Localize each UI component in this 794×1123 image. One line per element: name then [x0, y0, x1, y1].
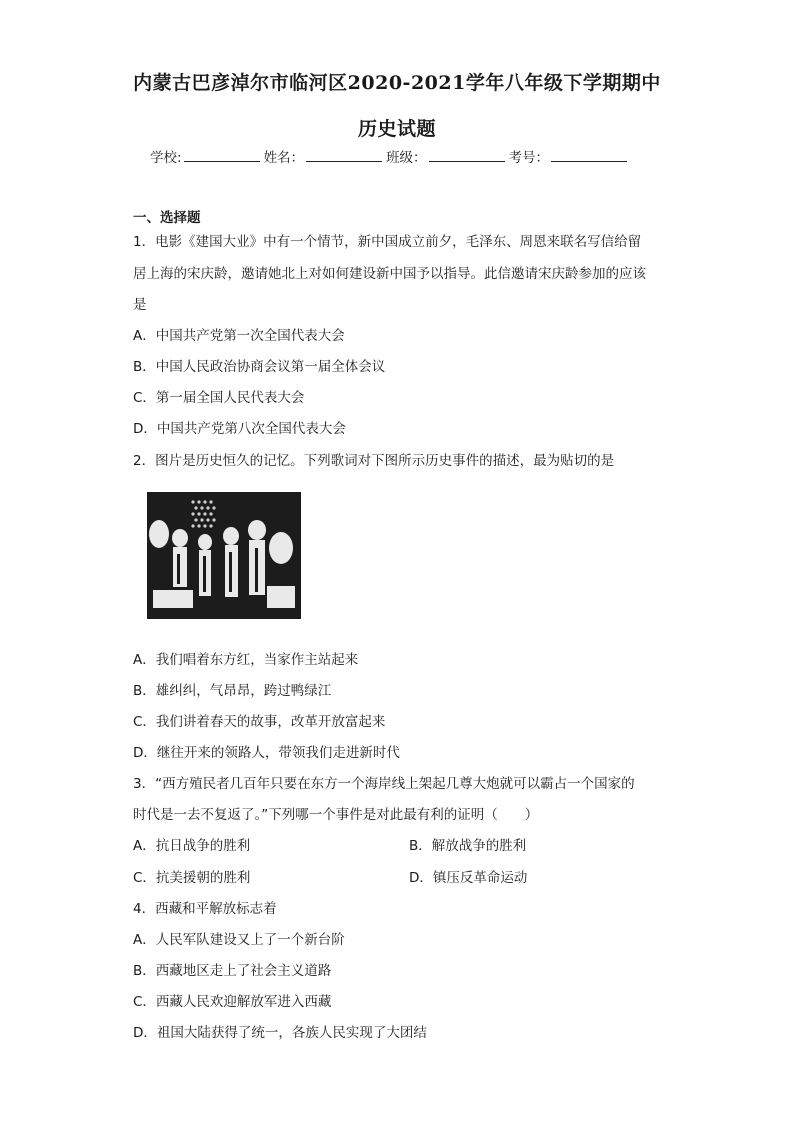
q3-option-a: A．抗日战争的胜利: [133, 838, 251, 854]
exam-subtitle: 历史试题: [357, 118, 436, 140]
q1-option-c: C．第一届全国人民代表大会: [133, 390, 305, 406]
school-blank: [184, 147, 260, 162]
q4-option-c: C．西藏人民欢迎解放军进入西藏: [133, 994, 332, 1010]
section-title: 一、选择题: [133, 210, 201, 226]
q4-option-b: B．西藏地区走上了社会主义道路: [133, 963, 332, 979]
school-label: 学校:: [150, 150, 182, 166]
q4-stem-line-1: 4．西藏和平解放标志着: [133, 901, 277, 917]
historical-photo: [145, 490, 303, 623]
name-label: 姓名：: [263, 150, 305, 166]
q2-option-d: D．继往开来的领路人，带领我们走进新时代: [133, 745, 400, 761]
q4-option-a: A．人民军队建设又上了一个新台阶: [133, 932, 345, 948]
q3-option-c: C．抗美援朝的胜利: [133, 870, 251, 886]
q2-stem-line-1: 2．图片是历史恒久的记忆。下列歌词对下图所示历史事件的描述，最为贴切的是: [133, 453, 615, 469]
q2-option-b: B．雄纠纠，气昂昂，跨过鸭绿江: [133, 683, 332, 699]
q1-option-b: B．中国人民政治协商会议第一届全体会议: [133, 359, 386, 375]
exam-title: 内蒙古巴彦淖尔市临河区2020-2021学年八年级下学期期中: [133, 72, 661, 94]
q1-stem-line-2: 居上海的宋庆龄，邀请她北上对如何建设新中国予以指导。此信邀请宋庆龄参加的应该: [133, 266, 646, 282]
exam-number-label: 考号：: [508, 150, 550, 166]
q1-stem-line-1: 1．电影《建国大业》中有一个情节，新中国成立前夕，毛泽东、周恩来联名写信给留: [133, 234, 642, 250]
name-blank: [306, 147, 382, 162]
q3-option-d: D．镇压反革命运动: [409, 870, 528, 886]
q2-option-a: A．我们唱着东方红，当家作主站起来: [133, 652, 359, 668]
q4-option-d: D．祖国大陆获得了统一，各族人民实现了大团结: [133, 1025, 427, 1041]
q3-stem-line-1: 3．“西方殖民者几百年只要在东方一个海岸线上架起几尊大炮就可以霸占一个国家的: [133, 776, 635, 792]
q3-stem-line-2: 时代是一去不复返了。”下列哪一个事件是对此最有利的证明（ ）: [133, 807, 539, 823]
q3-option-b: B．解放战争的胜利: [409, 838, 527, 854]
q1-option-d: D．中国共产党第八次全国代表大会: [133, 421, 346, 437]
exam-number-blank: [551, 147, 627, 162]
q2-option-c: C．我们讲着春天的故事，改革开放富起来: [133, 714, 386, 730]
student-info-row: [150, 146, 631, 166]
q1-stem-line-3: 是: [133, 297, 147, 313]
class-label: 班级：: [386, 150, 427, 166]
q1-option-a: A．中国共产党第一次全国代表大会: [133, 328, 345, 344]
class-blank: [429, 147, 505, 162]
